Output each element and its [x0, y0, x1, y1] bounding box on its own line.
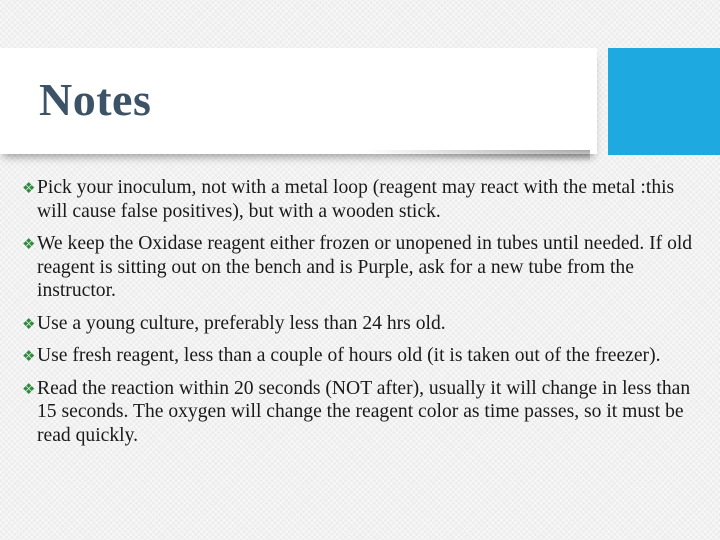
bullet-item: [22, 176, 702, 223]
bullet-list: [22, 176, 702, 456]
slide-title: Notes: [39, 74, 152, 125]
bullet-text: Pick your inoculum, not with a metal loop (reagent may react with the metal :this will cause false positives), but with a wooden stick.: [37, 177, 675, 222]
title-box-shadow: [360, 150, 590, 162]
bullet-text: Use a young culture, preferably less than 24 hrs old.: [37, 312, 446, 334]
bullet-item: [22, 232, 702, 303]
bullet-item: [22, 312, 702, 336]
diamond-bullet-icon: ❖: [22, 347, 36, 365]
diamond-bullet-icon: ❖: [22, 235, 36, 253]
accent-block: [608, 48, 720, 155]
diamond-bullet-icon: ❖: [22, 314, 36, 333]
bullet-item: [22, 377, 702, 448]
bullet-text: We keep the Oxidase reagent either frozen or unopened in tubes until needed. If old reagent is sitting out on the bench and is Purple, ask for a new tube from the instructor.: [37, 233, 693, 301]
bullet-text: Use fresh reagent, less than a couple of hours old (it is taken out of the freezer).: [37, 345, 661, 366]
diamond-bullet-icon: ❖: [22, 179, 36, 197]
bullet-text: Read the reaction within 20 seconds (NOT after), usually it will change in less than 15 seconds. The oxygen will change the reagent color as time passes, so it must be read quickly.: [37, 377, 691, 446]
bullet-item: [22, 344, 702, 368]
diamond-bullet-icon: ❖: [22, 379, 36, 398]
